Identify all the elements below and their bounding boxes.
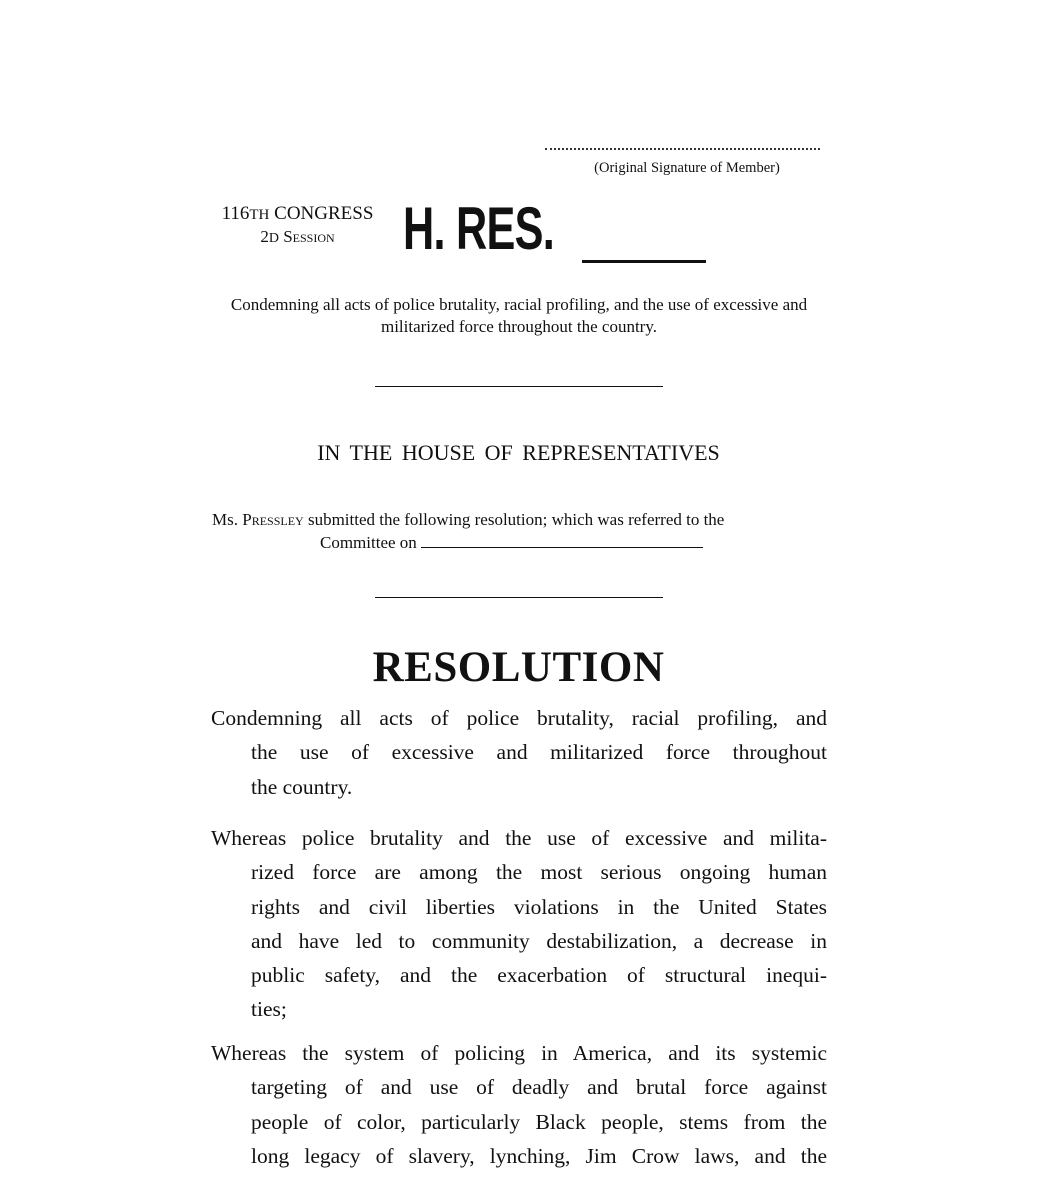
whereas-line: rights and civil liberties violations in the United States <box>251 894 827 919</box>
divider-rule-bottom <box>375 597 663 598</box>
whereas-clause-1 <box>211 821 827 1027</box>
title-line: Condemning all acts of police brutality, racial profiling, and <box>211 706 827 730</box>
title-line: the country. <box>251 774 353 799</box>
signature-line <box>545 136 820 150</box>
whereas-line: targeting of and use of deadly and brutal force against <box>251 1075 827 1100</box>
title-line: the use of excessive and militarized force throughout <box>251 740 827 765</box>
title-paragraph <box>211 701 827 804</box>
congress-session-block <box>200 203 395 250</box>
congress-word: CONGRESS <box>274 203 374 224</box>
whereas-line: ties; <box>251 997 287 1022</box>
measure-number-blank <box>582 260 706 263</box>
session-line <box>200 226 395 250</box>
divider-rule-top <box>375 386 663 387</box>
session-word: Session <box>283 227 335 246</box>
short-title: Condemning all acts of police brutality, racial profiling, and the use of excessive and militarized force throughout the country. <box>230 295 808 336</box>
whereas-line: long legacy of slavery, lynching, Jim Crow laws, and the <box>251 1143 827 1168</box>
chamber-heading: IN THE HOUSE OF REPRESENTATIVES <box>317 440 720 465</box>
whereas-line: people of color, particularly Black people, stems from the <box>251 1109 827 1134</box>
congress-line <box>200 203 395 226</box>
whereas-clause-2 <box>211 1036 827 1173</box>
measure-type: H. RES. <box>403 195 554 262</box>
congress-number: 116 <box>221 203 250 224</box>
whereas-line: rized force are among the most serious ongoing human <box>251 860 827 885</box>
session-number: 2 <box>260 227 269 246</box>
sponsor-text-line1: submitted the following resolution; which was referred to the <box>307 510 725 529</box>
signature-label: (Original Signature of Member) <box>594 160 780 176</box>
sponsor-prefix: Ms. <box>212 510 238 529</box>
whereas-line: Whereas the system of policing in America, and its systemic <box>211 1041 827 1065</box>
document-type-heading: RESOLUTION <box>372 644 665 691</box>
whereas-line: public safety, and the exacerbation of structural inequi- <box>251 963 827 988</box>
whereas-line: Whereas police brutality and the use of excessive and milita- <box>211 826 827 850</box>
committee-blank <box>421 537 703 548</box>
session-suffix: D <box>268 231 279 246</box>
committee-label: Committee on <box>320 533 417 552</box>
sponsor-name: Pressley <box>242 510 304 529</box>
congress-suffix: TH <box>249 207 270 223</box>
sponsor-statement <box>212 508 826 554</box>
committee-line <box>212 531 826 554</box>
whereas-line: and have led to community destabilization, a decrease in <box>251 928 827 953</box>
